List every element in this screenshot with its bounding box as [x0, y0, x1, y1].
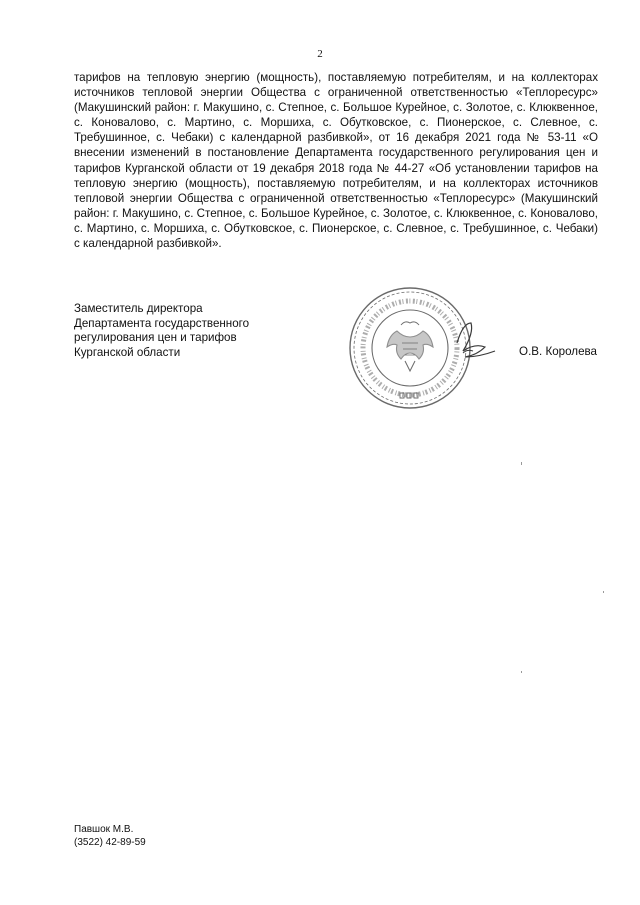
signer-title-line-3: регулирования цен и тарифов — [74, 331, 237, 345]
scan-speck — [521, 462, 522, 465]
scan-speck — [603, 591, 604, 593]
signer-title-line-1: Заместитель директора — [74, 302, 203, 315]
executor-phone: (3522) 42-89-59 — [74, 836, 146, 848]
signer-title-line-2: Департамента государственного — [74, 316, 250, 330]
signer-title-line-4: Курганской области — [74, 345, 181, 359]
executor-name: Павшок М.В. — [74, 824, 134, 835]
scan-speck — [521, 671, 522, 673]
executor-info — [74, 824, 146, 849]
page-number: 2 — [317, 48, 323, 60]
signer-title — [74, 302, 314, 360]
document-body — [74, 70, 598, 251]
official-seal-icon — [345, 281, 515, 421]
signer-name: О.В. Королева — [519, 345, 597, 358]
body-paragraph: тарифов на тепловую энергию (мощность), поставляемую потребителям, и на коллекторах источников тепловой энергии Общества с ограниченной ответственностью «Теплоресурс» (Макушинский район: г. Макушино, с. Степное, с. Большое Курейное, с. Золотое, с. Клюквенное, с. Коновалово, с. Мартино, с. Моршиха, с. Обутковское, с. Пионерское, с. Слевное, с. Требушинное, с. Чебаки) с календарной разбивкой», от 16 декабря 2021 года № 53-11 «О внесении изменений в постановление Департамента государственного регулирования цен и тарифов Курганской области от 19 декабря 2018 года № 44-27 «Об установлении тарифов на тепловую энергию (мощность), поставляемую потребителям, и на коллекторах источников тепловой энергии Общества с ограниченной ответственностью «Теплоресурс» (Макушинский район: г. Макушино, с. Степное, с. Большое Курейное, с. Золотое, с. Клюквенное, с. Коновалово, с. Мартино, с. Моршиха, с. Обутковское, с. Пионерское, с. Слевное, с. Требушинное, с. Чебаки) с календарной разбивкой». — [74, 71, 598, 251]
